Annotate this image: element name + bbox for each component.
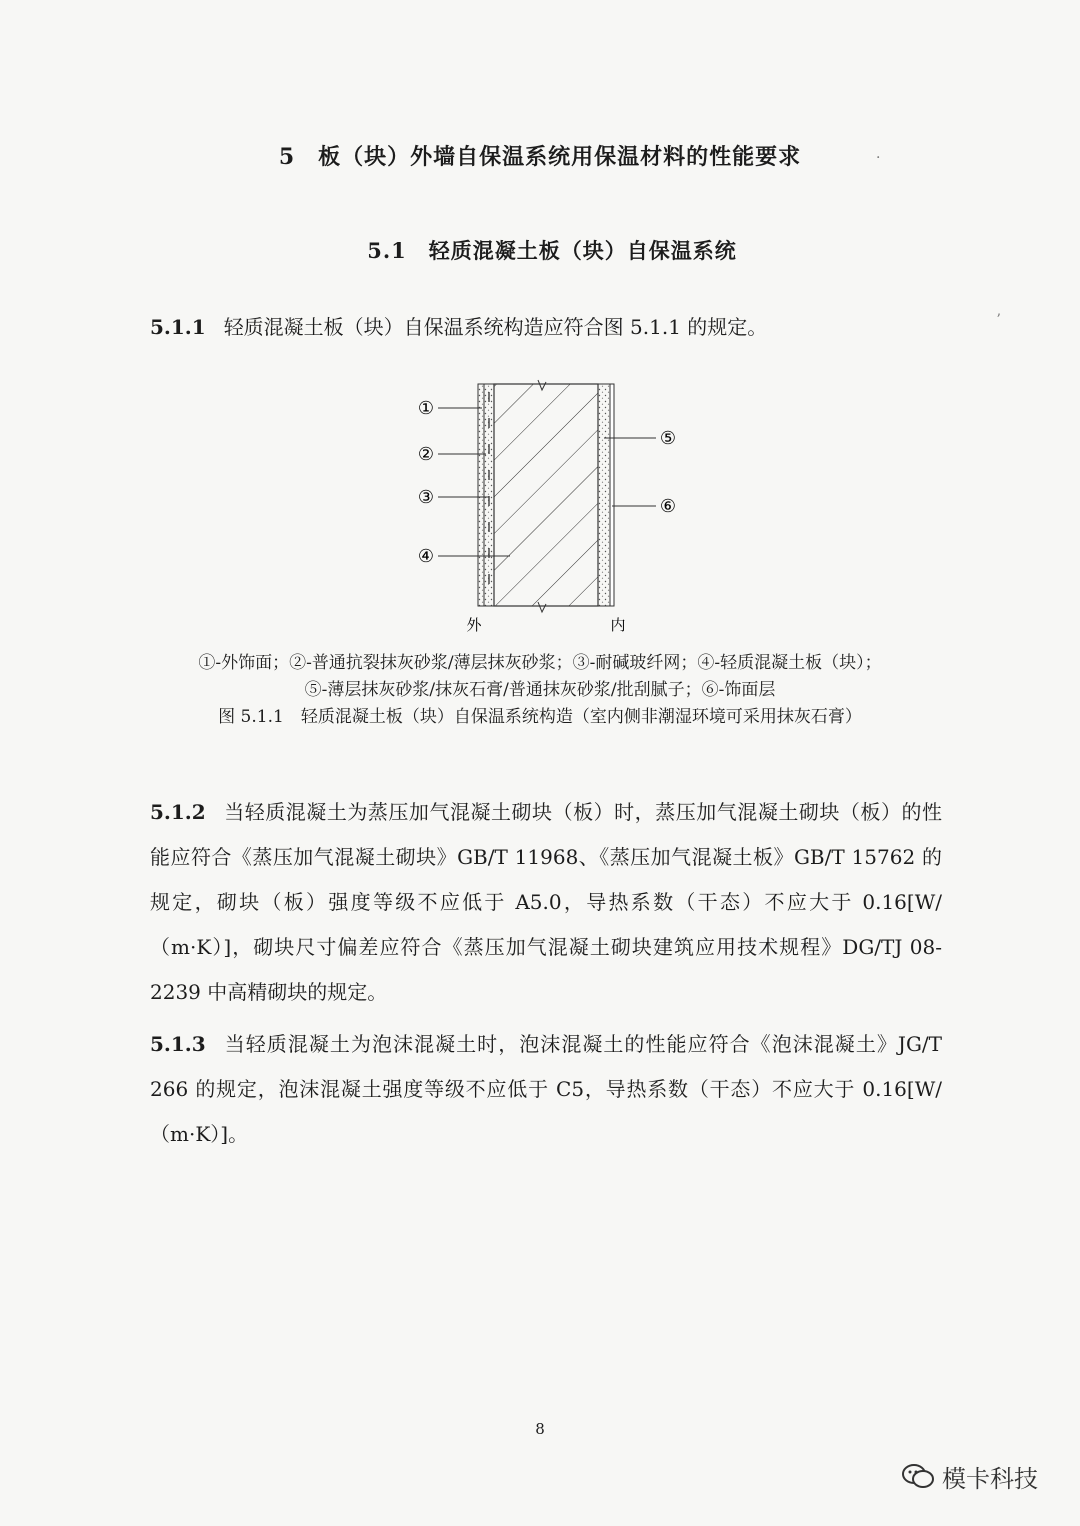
- outer-mortar-layer: [484, 384, 494, 606]
- wall-section-diagram: [400, 370, 700, 640]
- clause-number: 5.1.2: [150, 800, 206, 824]
- scan-speck: ʼ: [996, 312, 1001, 328]
- watermark: [900, 1456, 1060, 1496]
- callout-4: ④: [417, 546, 435, 567]
- figure-legend-line-1: ①-外饰面；②-普通抗裂抹灰砂浆/薄层抹灰砂浆；③-耐碱玻纤网；④-轻质混凝土板（块）；: [198, 653, 882, 673]
- concrete-block-layer: [494, 384, 598, 606]
- clause-text: 轻质混凝土板（块）自保温系统构造应符合图 5.1.1 的规定。: [223, 315, 768, 339]
- figure-legend-line-2: ⑤-薄层抹灰砂浆/抹灰石膏/普通抹灰砂浆/批刮腻子；⑥-饰面层: [304, 680, 776, 700]
- callout-3: ③: [417, 487, 435, 508]
- inner-plaster-layer: [598, 384, 610, 606]
- figure-caption: 图 5.1.1 轻质混凝土板（块）自保温系统构造（室内侧非潮湿环境可采用抹灰石膏）: [218, 707, 862, 727]
- scan-speck: ·: [876, 150, 881, 166]
- outer-side-label: 外: [466, 616, 482, 634]
- callout-2: ②: [417, 444, 435, 465]
- inner-finish-layer: [610, 384, 614, 606]
- clause-text: 当轻质混凝土为泡沫混凝土时，泡沫混凝土的性能应符合《泡沫混凝土》JG/T 266 的规定，泡沫混凝土强度等级不应低于 C5，导热系数（干态）不应大于 0.16[W/（m·K）]。: [150, 1032, 942, 1146]
- inner-side-label: 内: [610, 616, 626, 634]
- chapter-title: 5 板（块）外墙自保温系统用保温材料的性能要求: [278, 144, 802, 170]
- clause-number: 5.1.3: [150, 1032, 206, 1056]
- callout-5: ⑤: [659, 428, 677, 449]
- chat-bubble-icon: [900, 1461, 936, 1491]
- callout-6: ⑥: [659, 496, 677, 517]
- figure-caption-block: [120, 650, 960, 731]
- section-title: 5.1 轻质混凝土板（块）自保温系统: [367, 238, 737, 263]
- outer-finish-layer: [478, 384, 484, 606]
- clause-number: 5.1.1: [150, 315, 206, 339]
- clause-text: 当轻质混凝土为蒸压加气混凝土砌块（板）时，蒸压加气混凝土砌块（板）的性能应符合《蒸压加气混凝土砌块》GB/T 11968、《蒸压加气混凝土板》GB/T 15762 的规定，砌块（板）强度等级不应低于 A5.0，导热系数（干态）不应大于 0.16[W/（m·K）]，砌块尺寸偏差应符合《蒸压加气混凝土砌块建筑应用技术规程》DG/TJ 08-2239 中高精砌块的规定。: [150, 800, 942, 1004]
- callout-1: ①: [417, 398, 435, 419]
- watermark-text: 模卡科技: [942, 1464, 1038, 1493]
- page-number: 8: [535, 1420, 545, 1438]
- clause-5-1-2: [150, 790, 942, 1015]
- clause-5-1-3: [150, 1022, 942, 1157]
- clause-5-1-1: [150, 305, 942, 350]
